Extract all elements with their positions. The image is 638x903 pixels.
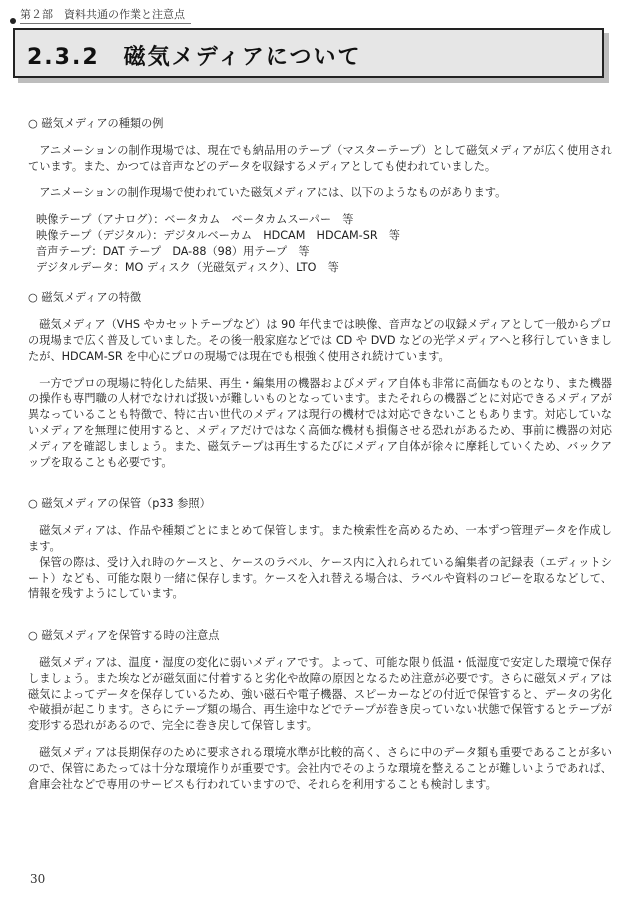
- paragraph: 磁気メディアは、温度・湿度の変化に弱いメディアです。よって、可能な限り低温・低湿度で安定した環境で保存しましょう。また埃などが磁気面に付着すると劣化や故障の原因となるため注意が必要です。さらに磁気メディアは磁気によってデータを保存しているため、強い磁石や電子機器、スピーカーなどの付近で保管すると、データの劣化や破損が起こります。さらにテープ類の場合、再生途中などでテープが巻き戻っていない状態で保管するとテープが変形する恐れがあるので、完全に巻き戻して保管します。: [28, 655, 612, 733]
- media-list: [28, 212, 612, 275]
- section-heading: ○ 磁気メディアの特徴: [28, 291, 142, 305]
- section-heading: ○ 磁気メディアの保管（p33 参照）: [28, 497, 211, 511]
- paragraph: 磁気メディア（VHS やカセットテープなど）は 90 年代までは映像、音声などの収録メディアとして一般からプロの現場まで広く普及していました。その後一般家庭などでは CD や DVD などの光学メディアへと移行していきましたが、HDCAM-SR を中心にプロの現場では現在でも根強く使用され続けています。: [28, 318, 612, 363]
- paragraph: アニメーションの制作現場では、現在でも納品用のテープ（マスターテープ）として磁気メディアが広く使用されています。また、かつては音声などのデータを収録するメディアとしても使われていました。: [28, 143, 612, 173]
- section-heading: ○ 磁気メディアを保管する時の注意点: [28, 629, 220, 643]
- list-item: 音声テープ：DAT テープ DA-88（98）用テープ 等: [36, 244, 310, 258]
- paragraph: 一方でプロの現場に特化した結果、再生・編集用の機器およびメディア自体も非常に高価なものとなり、また機器の操作も専門職の人材でなければ扱いが難しいものとなっています。またそれらの機器ごとに対応できるメディアが異なっていることも特徴で、特に古い世代のメディアは現行の機材では対応できないこともあります。対応していないメディアを無理に使用すると、メディアだけではなく高価な機材も損傷させる恐れがあるため、事前に機器の対応メディアを確認しましょう。また、磁気テープは再生するたびにメディア自体が徐々に摩耗していくため、バックアップを取ることも必要です。: [28, 376, 612, 469]
- list-item: 映像テープ（アナログ）：ベータカム ベータカムスーパー 等: [36, 213, 354, 227]
- section-heading: ○ 磁気メディアの種類の例: [28, 117, 164, 130]
- body-content: [28, 116, 612, 792]
- paragraph: 保管の際は、受け入れ時のケースと、ケースのラベル、ケース内に入れられている編集者の記録表（エディットシート）なども、可能な限り一緒に保存します。ケースを入れ替える場合は、ラベルや資料のコピーを取るなどして、情報を残すようにしています。: [28, 555, 612, 601]
- list-item: デジタルデータ：MO ディスク（光磁気ディスク）、LTO 等: [36, 260, 339, 274]
- paragraph: 磁気メディアは、作品や種類ごとにまとめて保管します。また検索性を高めるため、一本ずつ管理データを作成します。: [28, 524, 612, 553]
- page-number: 30: [30, 872, 46, 886]
- title-box: [13, 28, 604, 78]
- list-item: 映像テープ（デジタル）：デジタルベーカム HDCAM HDCAM-SR 等: [36, 228, 400, 242]
- paragraph: アニメーションの制作現場で使われていた磁気メディアには、以下のようなものがあります。: [39, 186, 507, 200]
- paragraph: 磁気メディアは長期保存のために要求される環境水準が比較的高く、さらに中のデータ類も重要であることが多いので、保管にあたっては十分な環境作りが重要です。会社内でそのような環境を整えることが難しいようであれば、倉庫会社などで専用のサービスも行われていますので、それらを利用することも検討します。: [28, 745, 612, 791]
- page-title: 2.3.2 磁気メディアについて: [27, 45, 362, 70]
- header-bullet: [10, 18, 16, 24]
- running-header: 第２部 資料共通の作業と注意点: [20, 6, 191, 24]
